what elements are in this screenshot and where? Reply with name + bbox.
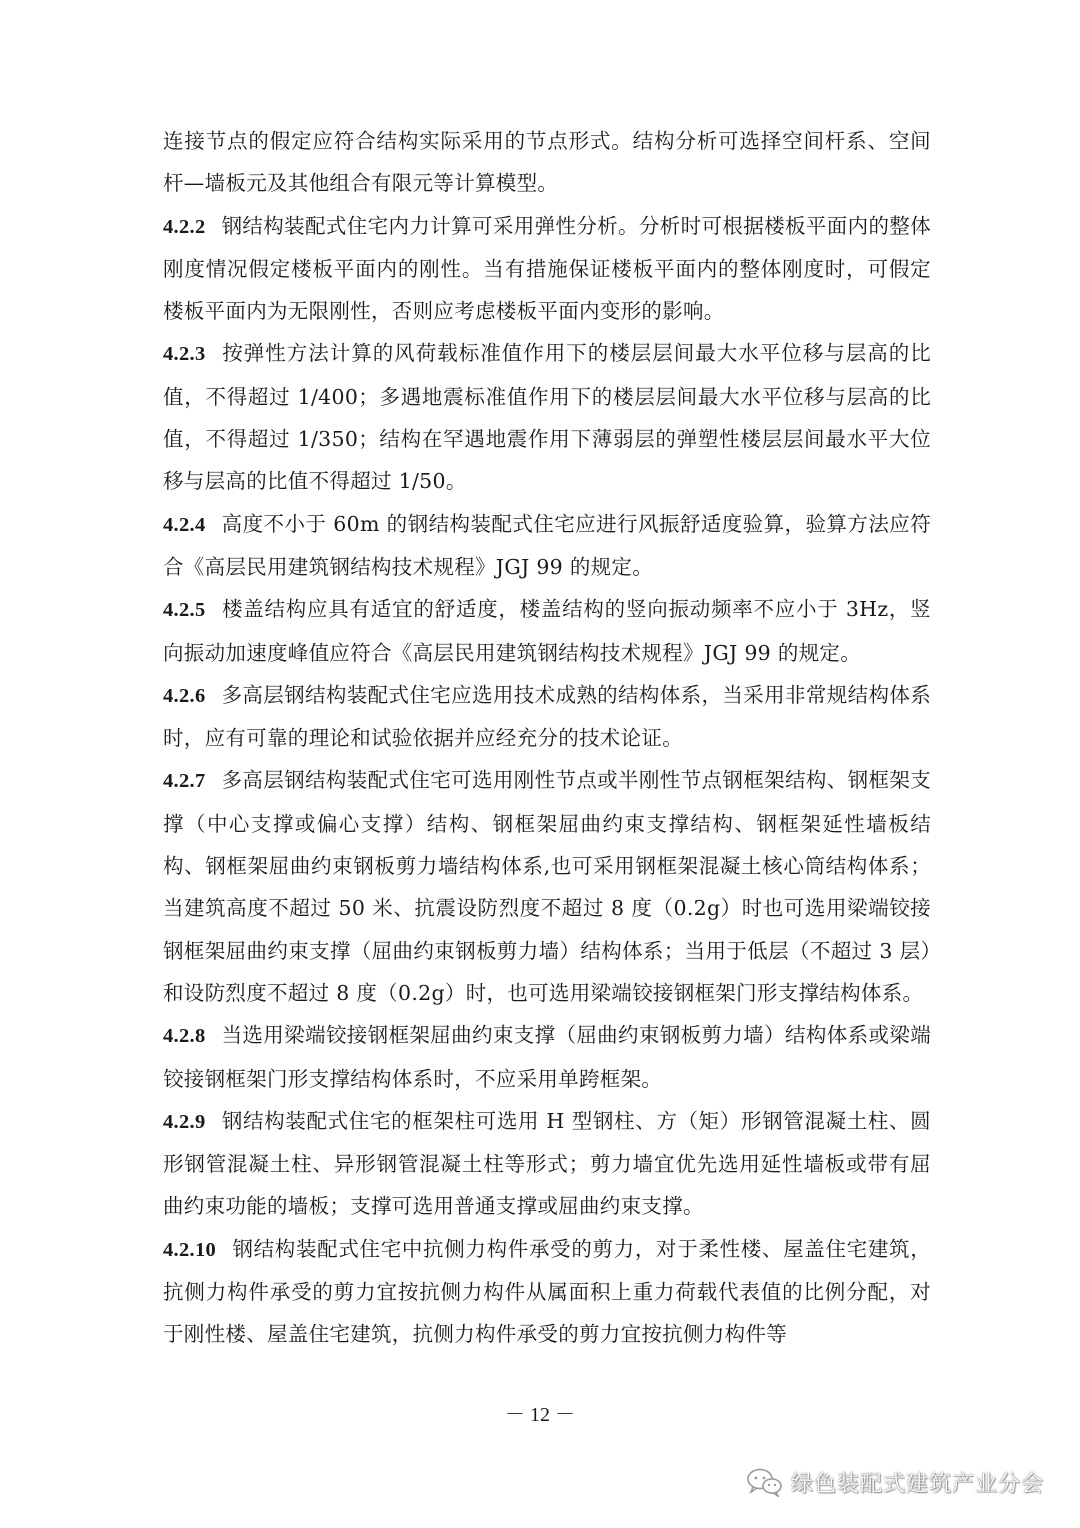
clause-number: 4.2.8 xyxy=(163,1025,206,1048)
clause-4-2-3 xyxy=(163,332,931,502)
clause-text: 钢结构装配式住宅内力计算可采用弹性分析。分析时可根据楼板平面内的整体刚度情况假定楼板平面内的刚性。当有措施保证楼板平面内的整体刚度时，可假定楼板平面内为无限刚性，否则应考虑楼板平面内变形的影响。 xyxy=(163,213,931,324)
clause-4-2-7 xyxy=(163,759,931,1014)
clause-4-2-9 xyxy=(163,1100,931,1228)
clause-text: 楼盖结构应具有适宜的舒适度，楼盖结构的竖向振动频率不应小于 3Hz，竖向振动加速度峰值应符合《高层民用建筑钢结构技术规程》JGJ 99 的规定。 xyxy=(163,597,931,665)
page-number: － 12 － xyxy=(505,1404,575,1426)
clause-4-2-4 xyxy=(163,503,931,589)
wechat-icon xyxy=(745,1467,783,1497)
clause-number: 4.2.7 xyxy=(163,770,206,793)
clause-4-2-2 xyxy=(163,205,931,333)
document-body xyxy=(163,120,931,1356)
clause-4-2-5 xyxy=(163,588,931,674)
clause-number: 4.2.2 xyxy=(163,215,206,238)
watermark xyxy=(745,1462,1044,1502)
clause-text: 钢结构装配式住宅中抗侧力构件承受的剪力，对于柔性楼、屋盖住宅建筑，抗侧力构件承受的剪力宜按抗侧力构件从属面积上重力荷载代表值的比例分配，对于刚性楼、屋盖住宅建筑，抗侧力构件承受的剪力宜按抗侧力构件等 xyxy=(163,1236,931,1347)
clause-number: 4.2.5 xyxy=(163,599,206,622)
clause-text: 多高层钢结构装配式住宅应选用技术成熟的结构体系，当采用非常规结构体系时，应有可靠的理论和试验依据并应经充分的技术论证。 xyxy=(163,682,931,751)
clause-4-2-8 xyxy=(163,1014,931,1100)
clause-number: 4.2.6 xyxy=(163,684,206,707)
clause-text: 当选用梁端铰接钢框架屈曲约束支撑（屈曲约束钢板剪力墙）结构体系或梁端铰接钢框架门形支撑结构体系时，不应采用单跨框架。 xyxy=(163,1023,931,1091)
clause-text: 多高层钢结构装配式住宅可选用刚性节点或半刚性节点钢框架结构、钢框架支撑（中心支撑或偏心支撑）结构、钢框架屈曲约束支撑结构、钢框架延性墙板结构、钢框架屈曲约束钢板剪力墙结构体系,也可采用钢框架混凝土核心筒结构体系；当建筑高度不超过 50 米、抗震设防烈度不超过 8 度（0.2g）时也可选用梁端铰接钢框架屈曲约束支撑（屈曲约束钢板剪力墙）结构体系；当用于低层（不超过 3 层）和设防烈度不超过 8 度（0.2g）时，也可选用梁端铰接钢框架门形支撑结构体系。 xyxy=(163,768,931,1005)
intro-paragraph: 连接节点的假定应符合结构实际采用的节点形式。结构分析可选择空间杆系、空间杆—墙板元及其他组合有限元等计算模型。 xyxy=(163,129,931,196)
clause-4-2-6 xyxy=(163,674,931,760)
clause-number: 4.2.9 xyxy=(163,1110,206,1133)
clause-text: 按弹性方法计算的风荷载标准值作用下的楼层层间最大水平位移与层高的比值，不得超过 1/400；多遇地震标准值作用下的楼层层间最大水平位移与层高的比值，不得超过 1/350；结构在罕遇地震作用下薄弱层的弹塑性楼层层间最水平大位移与层高的比值不得超过 1/50。 xyxy=(163,341,931,494)
clause-text: 高度不小于 60m 的钢结构装配式住宅应进行风振舒适度验算，验算方法应符合《高层民用建筑钢结构技术规程》JGJ 99 的规定。 xyxy=(163,511,931,579)
clause-text: 钢结构装配式住宅的框架柱可选用 H 型钢柱、方（矩）形钢管混凝土柱、圆形钢管混凝土柱、异形钢管混凝土柱等形式；剪力墙宜优先选用延性墙板或带有屈曲约束功能的墙板；支撑可选用普通支撑或屈曲约束支撑。 xyxy=(163,1108,931,1219)
clause-number: 4.2.4 xyxy=(163,513,206,536)
clause-number: 4.2.10 xyxy=(163,1238,217,1261)
watermark-text: 绿色装配式建筑产业分会 xyxy=(790,1471,1044,1497)
clause-4-2-10 xyxy=(163,1228,931,1356)
clause-number: 4.2.3 xyxy=(163,343,206,366)
